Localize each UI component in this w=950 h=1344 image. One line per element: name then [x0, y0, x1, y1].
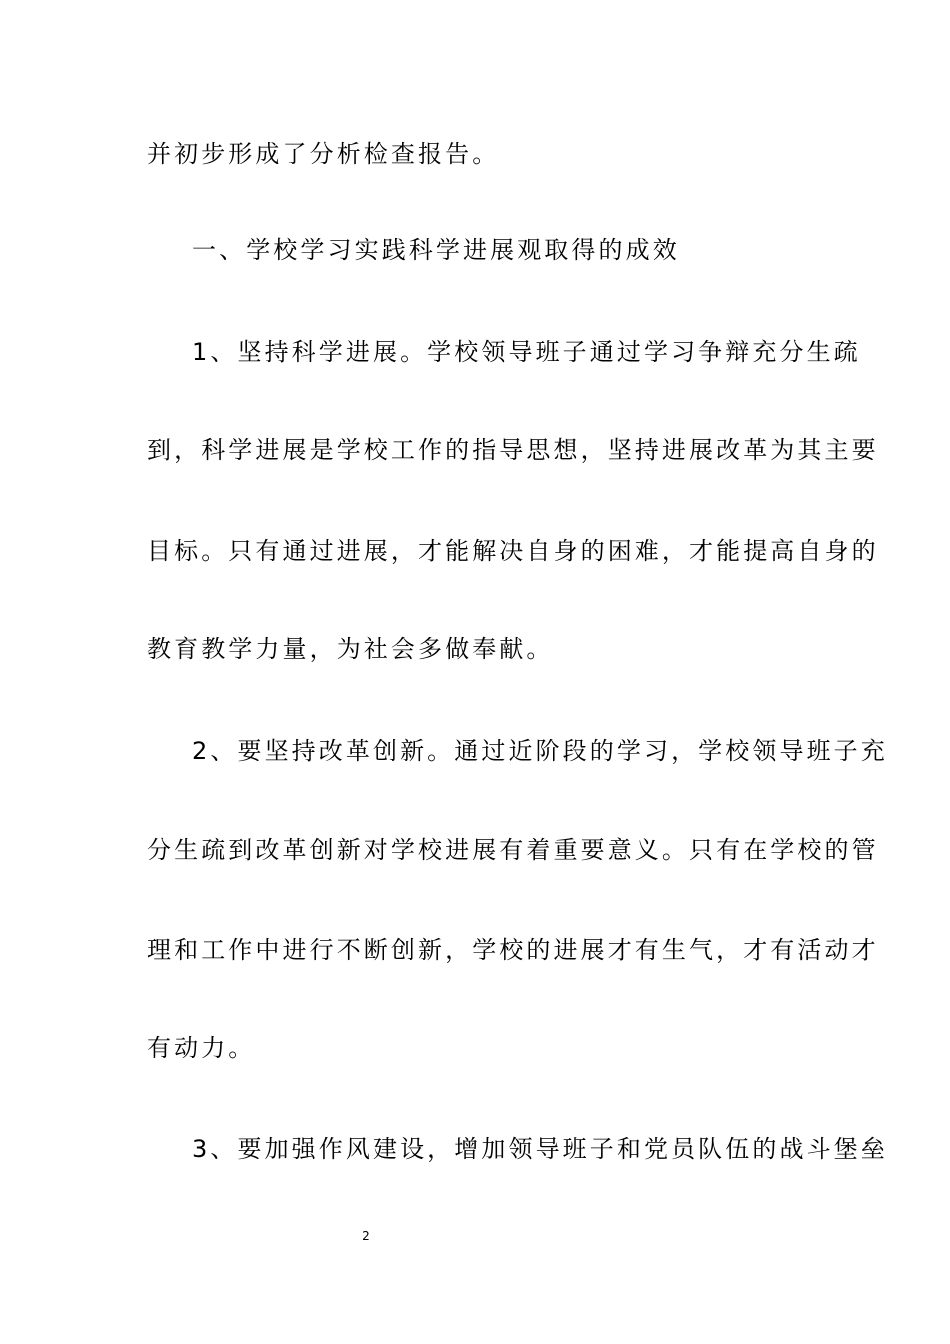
- text-line: 1、坚持科学进展。学校领导班子通过学习争辩充分生疏: [192, 338, 861, 366]
- section-heading: 一、学校学习实践科学进展观取得的成效: [192, 236, 680, 264]
- text-line: 2、要坚持改革创新。通过近阶段的学习，学校领导班子充: [192, 737, 888, 765]
- text-line: 教育教学力量，为社会多做奉献。: [147, 635, 554, 663]
- text-line: 到，科学进展是学校工作的指导思想，坚持进展改革为其主要: [147, 436, 879, 464]
- text-line: 有动力。: [147, 1034, 256, 1062]
- text-line: 目标。只有通过进展，才能解决自身的困难，才能提高自身的: [147, 537, 879, 565]
- text-line: 分生疏到改革创新对学校进展有着重要意义。只有在学校的管: [147, 836, 879, 864]
- text-line: 理和工作中进行不断创新，学校的进展才有生气，才有活动才: [147, 936, 879, 964]
- text-line: 3、要加强作风建设，增加领导班子和党员队伍的战斗堡垒: [192, 1135, 888, 1163]
- page-number: 2: [362, 1229, 370, 1243]
- text-line: 并初步形成了分析检查报告。: [147, 140, 500, 168]
